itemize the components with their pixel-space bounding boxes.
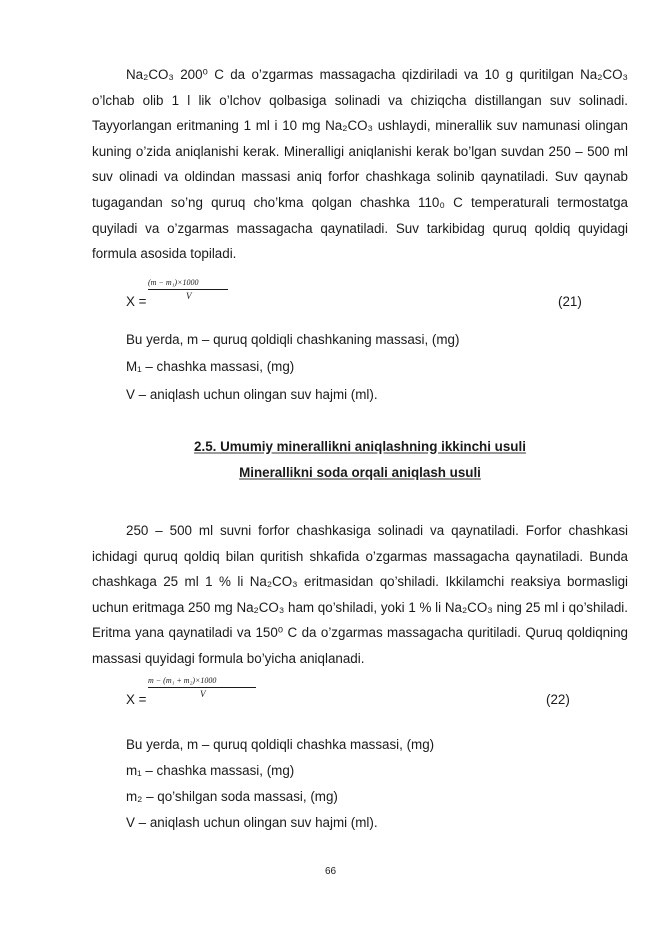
paragraph-soda-method: 250 – 500 ml suvni forfor chashkasiga solinadi va qaynatiladi. Forfor chashkasi ichidagi quruq qoldiq bilan quritish shkafida o’zgarmas massagacha qaynatiladi. Bunda chashkaga 25 ml 1 % li Na₂CO₃ eritmasidan qo’shiladi. Ikkilamchi reaksiya bormasligi uchun eritmaga 250 mg Na₂CO₃ ham qo’shiladi, yoki 1 % li Na₂CO₃ ning 25 ml i qo’shiladi. Eritma yana qaynatiladi va 150⁰ C da o’zgarmas massagacha quritiladi. Quruq qoldiqning massasi quyidagi formula bo’yicha aniqlanadi. [92,523,628,666]
formula-22-denominator: V [200,689,206,699]
formula-22-numerator: m − (m₁ + m₂)×1000 [148,676,217,685]
legend-line: Bu yerda, m – quruq qoldiqli chashka massasi, (mg) [126,737,435,752]
legend-line: M₁ – chashka massasi, (mg) [126,359,295,374]
formula-21-label: X = [126,294,147,309]
legend-line: V – aniqlash uchun olingan suv hajmi (ml). [126,815,378,830]
paragraph-preparation: Na₂CO₃ 200⁰ C da o’zgarmas massagacha qizdiriladi va 10 g quritilgan Na₂CO₃ o’lchab olib 1 l lik o’lchov qolbasiga solinadi va chiziqcha distillangan suv solinadi. Tayyorlangan eritmaning 1 ml i 10 mg Na₂CO₃ ushlaydi, minerallik suv namunasi olingan kuning o’zida aniqlanishi kerak. Mineralligi aniqlanishi kerak bo’lgan suvdan 250 – 500 ml suv olinadi va oldindan massasi aniq forfor chashkaga solinib qaynatiladi. Suv qaynab tugagandan so’ng quruq cho’kma qolgan chashka 110₀ C temperaturali termostatga quyiladi va o’zgarmas massagacha qaynatiladi. Suv tarkibidag quruq qoldiq quyidagi formula asosida topiladi. [92,67,628,262]
formula-21-denominator: V [186,291,192,301]
formula-21-number: (21) [558,294,582,309]
section-subheading-title: Minerallikni soda orqali aniqlash usuli [239,465,481,480]
formula-21-numerator: (m − m₁)×1000 [148,278,199,287]
fraction-bar [148,687,256,688]
formula-22-number: (22) [546,692,570,707]
section-subheading [92,462,628,484]
section-heading-title: 2.5. Umumiy minerallikni aniqlashning ikkinchi usuli [194,439,526,454]
formula-22 [126,674,586,714]
formula-22-label: X = [126,692,147,707]
legend-line: V – aniqlash uchun olingan suv hajmi (ml). [126,387,378,402]
legend-line: m₁ – chashka massasi, (mg) [126,763,295,778]
formula-21 [126,276,586,316]
page-number: 66 [324,866,337,877]
legend-line: m₂ – qo’shilgan soda massasi, (mg) [126,789,338,804]
legend-line: Bu yerda, m – quruq qoldiqli chashkaning massasi, (mg) [126,332,460,347]
section-heading [92,436,628,458]
fraction-bar [148,289,228,290]
